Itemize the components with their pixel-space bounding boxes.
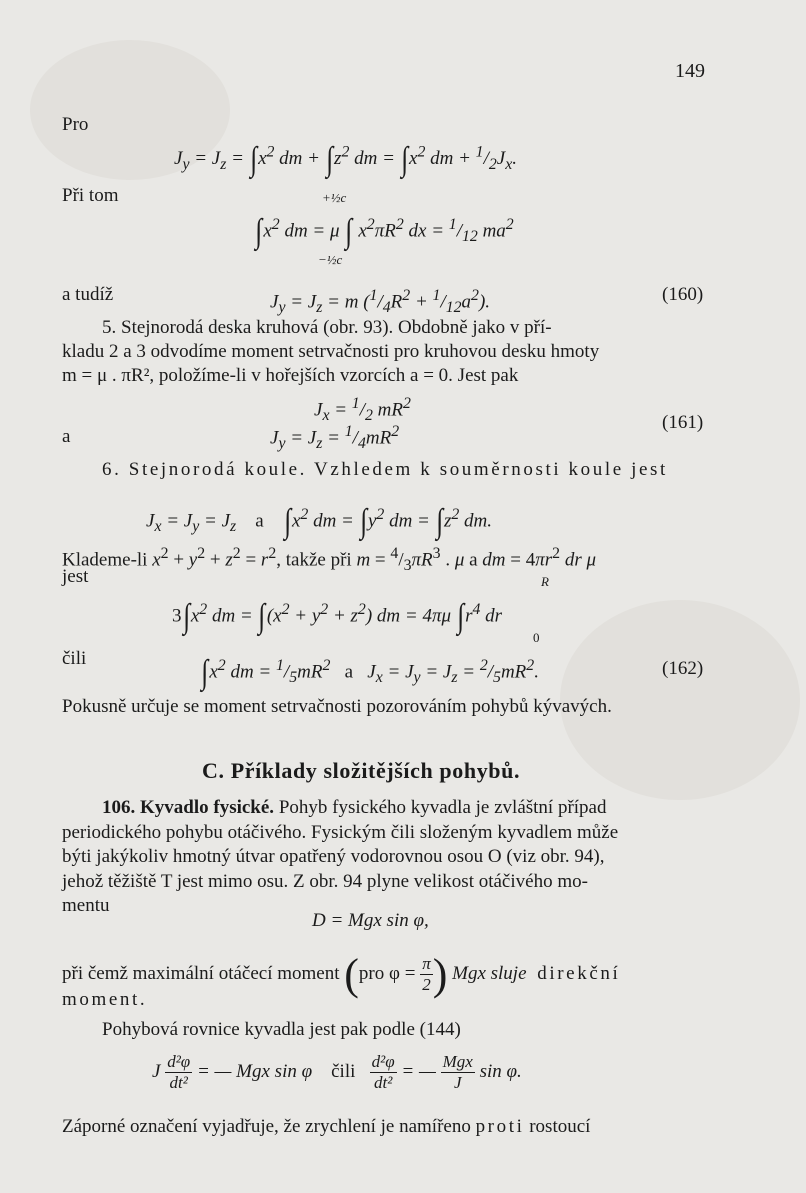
moment-word: moment. (62, 989, 148, 1010)
p5-line-1: 5. Stejnorodá deska kruhová (obr. 93). Obdobně jako v pří- (102, 317, 552, 338)
p5-line-3: m = μ . πR², položíme-li v hořejších vzorcích a = 0. Jest pak (62, 365, 519, 386)
s106-line-3: býti jakýkoliv hmotný útvar opatřený vodorovnou osou O (viz obr. 94), (62, 846, 605, 867)
s106-line-5: mentu (62, 895, 110, 916)
integral-upper-limit: +½c (322, 190, 347, 205)
klademe-line: Klademe-li $x^2 + y^2 + z^2 = r^2$, takže při $m = ^4/_3\pi R^3$ . μ a dm = $4\pi r^2$ dr μ (62, 545, 597, 575)
equation-D: D = Mgx sin φ, (312, 910, 429, 931)
equation-symmetry: $J_x = J_y = J_z$ a $\int x^2$ dm = $\int y^2$ dm = $\int z^2$ dm. (146, 503, 492, 541)
equation-jy-jz-text: $J_y = J_z = \int x^2$ dm + $\int z^2$ dm = $\int x^2$ dm + $^1/_2J_x$. (174, 141, 517, 179)
equation-160: $J_y = J_z = m$ $(^1/_4R^2 + ^1/_{12}a^2)$. (270, 287, 491, 317)
integral-lower-limit: −½c (318, 252, 343, 267)
integral-lower-limit-0: 0 (533, 630, 540, 645)
equation-motion: J $\frac{\text{d²φ}}{\text{dt²}}$ = — Mgx sin φ čili $\frac{\text{d²φ}}{\text{dt²}}$ = — $\frac{\text{Mgx}}{J}$ sin φ. (152, 1052, 522, 1092)
label-a-161: a (62, 426, 71, 447)
p6-text: 6. Stejnorodá koule. Vzhledem k souměrnosti koule jest (102, 459, 668, 480)
label-pro: Pro (62, 114, 89, 135)
s106-line-2: periodického pohybu otáčivého. Fysickým čili složeným kyvadlem může (62, 821, 619, 843)
section-heading: C. Příklady složitějších pohybů. (202, 758, 521, 783)
equation-3-integral: $3\int x^2$ dm = $\int(x^2 + y^2 + z^2)$ dm = 4πμ $\int r^4$ dr (172, 598, 503, 636)
equation-integral-x2: $\int x^2$ dm = μ ∫ $x^2\pi R^2$ dx = $^1/_{12}$ $ma^2$ (255, 213, 514, 251)
label-pri-tom: Při tom (62, 185, 119, 206)
equation-161-jy: $J_y = J_z = ^1/_4mR^2$ (270, 423, 400, 453)
equation-162: $\int x^2$ dm = $^1/_5mR^2$ a $J_x = J_y = J_z = ^2/_5mR^2$. (201, 654, 539, 692)
equation-jy-jz (174, 141, 517, 177)
equation-number-161: (161) (662, 412, 704, 433)
paragraph-6 (102, 458, 668, 482)
equation-number-162: (162) (662, 658, 704, 679)
label-a-tudiz: a tudíž (62, 284, 114, 305)
zaporne-line: Záporné označení vyjadřuje, že zrychlení je namířeno proti rostoucí (62, 1116, 591, 1137)
equation-number-160: (160) (662, 284, 704, 305)
integral-upper-limit-R: R (541, 574, 549, 589)
pokusne-line: Pokusně určuje se moment setrvačnosti pozorováním pohybů kývavých. (62, 696, 612, 717)
label-cili: čili (62, 648, 87, 669)
page-number: 149 (675, 60, 705, 82)
section-106-title: 106. Kyvadlo fysické. (102, 797, 275, 818)
equation-161-jx: $J_x = ^1/_2$ $mR^2$ (314, 395, 411, 425)
pricemz-line: při čemž maximální otáčecí moment (pro φ = $\frac{\pi}{2}$ ) Mgx sluje direkční (62, 949, 621, 999)
s106-line-1: 106. Kyvadlo fysické. Pohyb fysického kyvadla je zvláštní případ (102, 797, 607, 818)
label-jest: jest (62, 566, 89, 587)
paragraph-106 (62, 796, 708, 919)
pohybova-line: Pohybová rovnice kyvadla jest pak podle (144) (102, 1019, 461, 1040)
p5-line-2: kladu 2 a 3 odvodíme moment setrvačnosti pro kruhovou desku hmoty (62, 341, 600, 362)
s106-line-4: jehož těžiště T jest mimo osu. Z obr. 94 plyne velikost otáčivého mo- (62, 870, 588, 892)
paragraph-5 (62, 316, 708, 388)
